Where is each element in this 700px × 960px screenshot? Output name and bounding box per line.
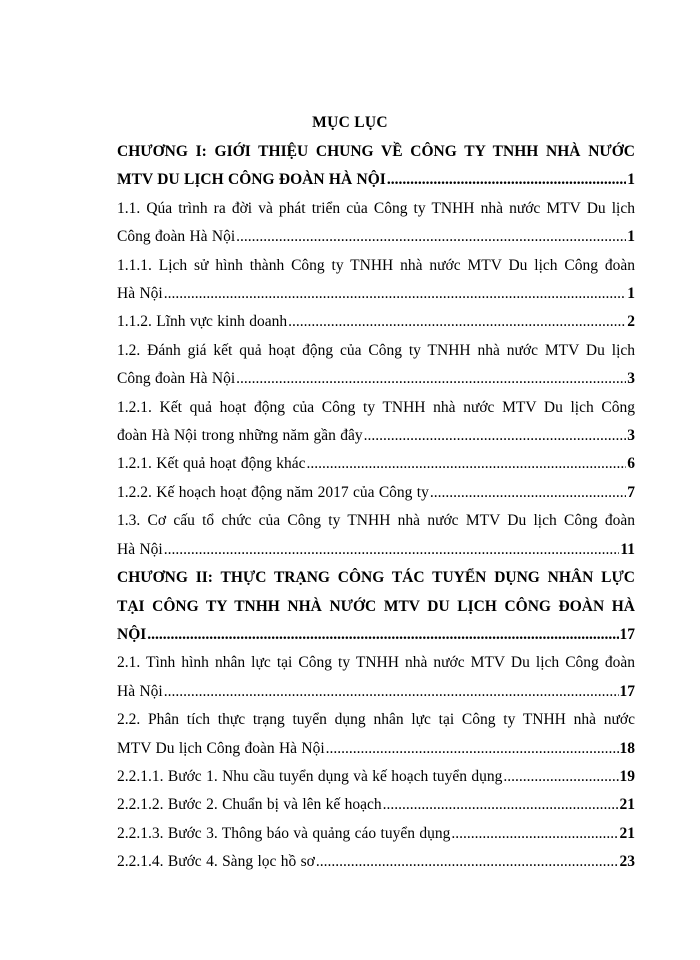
toc-entry-2-2-1-4[interactable] bbox=[117, 848, 635, 876]
toc-entry-text-line: 1.1.1. Lịch sử hình thành Công ty TNHH nhà nước MTV Du lịch Công đoàn bbox=[117, 256, 635, 274]
toc-entry-leader-line bbox=[117, 763, 635, 791]
dot-leader bbox=[451, 820, 618, 848]
toc-entry-2-2-1-2[interactable] bbox=[117, 791, 635, 819]
toc-entry-1-1-1[interactable] bbox=[117, 252, 635, 309]
toc-entry-leader-line bbox=[117, 735, 635, 763]
dot-leader bbox=[326, 735, 619, 763]
toc-page-number: 3 bbox=[627, 370, 635, 388]
toc-page-number: 21 bbox=[619, 796, 635, 814]
toc-entry-text-line: CHƯƠNG II: THỰC TRẠNG CÔNG TÁC TUYỂN DỤNG NHÂN LỰC bbox=[117, 569, 635, 587]
toc-entry-leader-line bbox=[117, 280, 635, 308]
toc-entry-1-2[interactable] bbox=[117, 337, 635, 394]
toc-entry-text-line: 1.2. Đánh giá kết quả hoạt động của Công ty TNHH nhà nước MTV Du lịch bbox=[117, 341, 635, 359]
toc-page-number: 17 bbox=[619, 682, 635, 700]
dot-leader bbox=[306, 450, 626, 478]
toc-entry-2-2[interactable] bbox=[117, 706, 635, 763]
toc-page-number: 19 bbox=[619, 767, 635, 785]
toc-entry-leader-line bbox=[117, 536, 635, 564]
dot-leader bbox=[316, 848, 619, 876]
toc-entry-leader-line bbox=[117, 308, 635, 336]
toc-page-number: 11 bbox=[620, 540, 635, 558]
table-of-contents bbox=[117, 138, 635, 877]
dot-leader bbox=[147, 621, 618, 649]
toc-entry-text: 2.2.1.4. Bước 4. Sàng lọc hồ sơ bbox=[117, 853, 315, 871]
toc-entry-2-2-1-3[interactable] bbox=[117, 820, 635, 848]
toc-entry-text-line: TẠI CÔNG TY TNHH NHÀ NƯỚC MTV DU LỊCH CÔNG ĐOÀN HÀ bbox=[117, 597, 635, 615]
toc-entry-text: 2.2.1.1. Bước 1. Nhu cầu tuyển dụng và kế hoạch tuyển dụng bbox=[117, 767, 503, 785]
toc-entry-chapter-2[interactable] bbox=[117, 564, 635, 649]
toc-entry-1-1-2[interactable] bbox=[117, 308, 635, 336]
toc-entry-text-line: 2.1. Tình hình nhân lực tại Công ty TNHH nhà nước MTV Du lịch Công đoàn bbox=[117, 654, 635, 672]
toc-entry-1-2-1[interactable] bbox=[117, 394, 635, 451]
toc-entry-leader-line bbox=[117, 678, 635, 706]
toc-page-number: 21 bbox=[619, 824, 635, 842]
toc-entry-leader-line bbox=[117, 848, 635, 876]
toc-entry-leader-line bbox=[117, 166, 635, 194]
toc-entry-2-2-1-1[interactable] bbox=[117, 763, 635, 791]
toc-entry-text: NỘI bbox=[117, 625, 147, 643]
toc-entry-chapter-1[interactable] bbox=[117, 138, 635, 195]
dot-leader bbox=[430, 479, 626, 507]
toc-entry-leader-line bbox=[117, 365, 635, 393]
dot-leader bbox=[383, 791, 619, 819]
toc-entry-text-line: 2.2. Phân tích thực trạng tuyển dụng nhân lực tại Công ty TNHH nhà nước bbox=[117, 711, 635, 729]
toc-page-number: 18 bbox=[619, 739, 635, 757]
toc-entry-text: MTV DU LỊCH CÔNG ĐOÀN HÀ NỘI bbox=[117, 171, 386, 189]
toc-page-number: 1 bbox=[627, 285, 635, 303]
toc-entry-leader-line bbox=[117, 422, 635, 450]
dot-leader bbox=[236, 223, 626, 251]
toc-entry-2-1[interactable] bbox=[117, 649, 635, 706]
toc-page-number: 7 bbox=[627, 483, 635, 501]
toc-title: MỤC LỤC bbox=[312, 114, 388, 131]
dot-leader bbox=[288, 308, 626, 336]
dot-leader bbox=[164, 536, 620, 564]
toc-entry-leader-line bbox=[117, 479, 635, 507]
dot-leader bbox=[387, 166, 626, 194]
toc-entry-1-2-2[interactable] bbox=[117, 479, 635, 507]
toc-entry-text-line: CHƯƠNG I: GIỚI THIỆU CHUNG VỀ CÔNG TY TNHH NHÀ NƯỚC bbox=[117, 143, 635, 160]
toc-entry-leader-line bbox=[117, 621, 635, 649]
toc-page-number: 6 bbox=[627, 455, 635, 473]
toc-page-number: 1 bbox=[627, 228, 635, 246]
toc-entry-text: Công đoàn Hà Nội bbox=[117, 228, 236, 246]
toc-entry-text: Hà Nội bbox=[117, 285, 163, 303]
toc-entry-leader-line bbox=[117, 223, 635, 251]
toc-page-number: 23 bbox=[619, 853, 635, 871]
toc-page-number: 2 bbox=[627, 313, 635, 331]
toc-entry-text: 2.2.1.3. Bước 3. Thông báo và quảng cáo tuyển dụng bbox=[117, 824, 451, 842]
toc-entry-text: 1.2.2. Kế hoạch hoạt động năm 2017 của Công ty bbox=[117, 483, 429, 501]
toc-entry-text-line: 1.2.1. Kết quả hoạt động của Công ty TNHH nhà nước MTV Du lịch Công bbox=[117, 398, 635, 416]
toc-entry-text: Hà Nội bbox=[117, 682, 163, 700]
toc-entry-text: 2.2.1.2. Bước 2. Chuẩn bị và lên kế hoạch bbox=[117, 796, 382, 814]
toc-page-number: 3 bbox=[627, 427, 635, 445]
toc-entry-leader-line bbox=[117, 820, 635, 848]
dot-leader bbox=[164, 280, 627, 308]
toc-entry-text: Hà Nội bbox=[117, 540, 163, 558]
toc-entry-text: 1.2.1. Kết quả hoạt động khác bbox=[117, 455, 306, 473]
toc-entry-text: 1.1.2. Lĩnh vực kinh doanh bbox=[117, 313, 288, 331]
toc-entry-1-1[interactable] bbox=[117, 195, 635, 252]
dot-leader bbox=[236, 365, 626, 393]
dot-leader bbox=[503, 763, 618, 791]
toc-entry-leader-line bbox=[117, 450, 635, 478]
toc-entry-1-3[interactable] bbox=[117, 507, 635, 564]
dot-leader bbox=[364, 422, 627, 450]
toc-page-number: 17 bbox=[619, 625, 635, 643]
toc-entry-text: Công đoàn Hà Nội bbox=[117, 370, 236, 388]
toc-entry-leader-line bbox=[117, 791, 635, 819]
toc-entry-1-2-1-other[interactable] bbox=[117, 450, 635, 478]
toc-entry-text: đoàn Hà Nội trong những năm gần đây bbox=[117, 427, 363, 445]
toc-entry-text: MTV Du lịch Công đoàn Hà Nội bbox=[117, 739, 325, 757]
toc-entry-text-line: 1.3. Cơ cấu tổ chức của Công ty TNHH nhà nước MTV Du lịch Công đoàn bbox=[117, 512, 635, 530]
dot-leader bbox=[164, 678, 619, 706]
toc-page-number: 1 bbox=[627, 171, 635, 189]
toc-entry-text-line: 1.1. Qúa trình ra đời và phát triển của Công ty TNHH nhà nước MTV Du lịch bbox=[117, 199, 635, 217]
